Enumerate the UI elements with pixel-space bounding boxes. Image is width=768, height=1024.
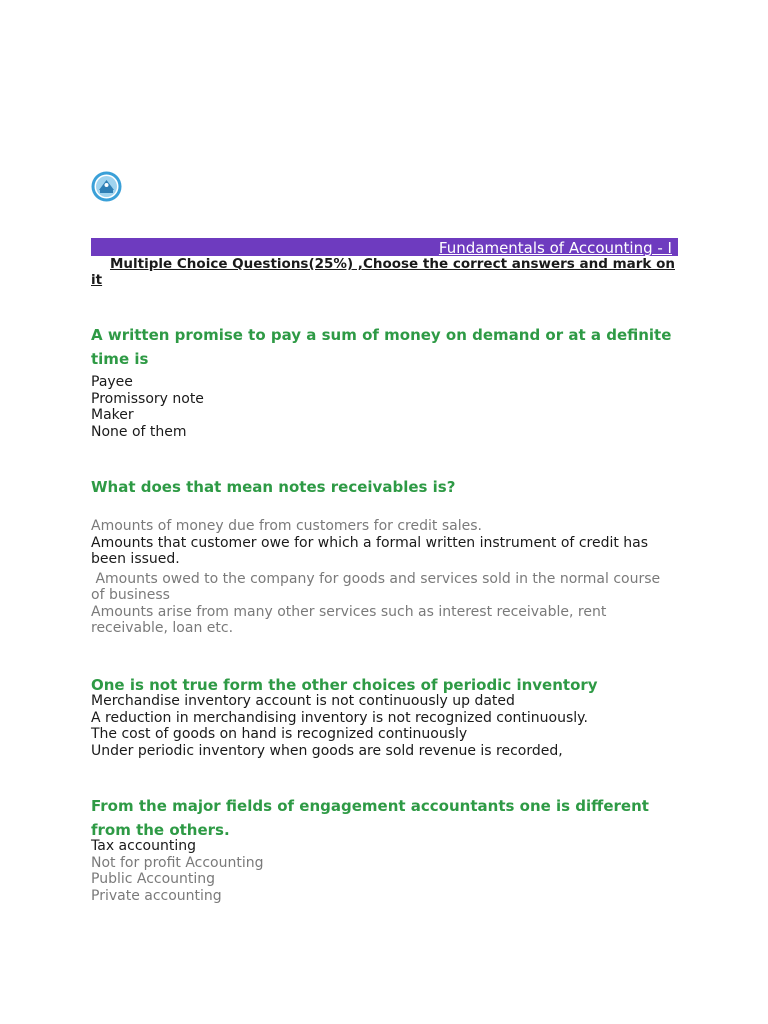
document-title-bar bbox=[91, 238, 678, 256]
question-4-options bbox=[91, 838, 678, 904]
question-4: From the major fields of engagement accountants one is different from the others. bbox=[91, 797, 649, 839]
question-2-options bbox=[91, 518, 678, 637]
question-1: A written promise to pay a sum of money on demand or at a definite time is bbox=[91, 326, 672, 368]
document-title: Fundamentals of Accounting - I bbox=[438, 239, 672, 257]
option-item: Payee bbox=[91, 374, 133, 390]
option-item: Promissory note bbox=[91, 390, 204, 407]
option-item: Amounts arise from many other services such as interest receivable, rent receivable, loan etc. bbox=[91, 603, 607, 636]
option-item: Merchandise inventory account is not continuously up dated bbox=[91, 693, 515, 709]
instructions-heading: Multiple Choice Questions(25%) ,Choose the correct answers and mark on it bbox=[91, 256, 675, 288]
question-1-options bbox=[91, 374, 678, 440]
option-item: Public Accounting bbox=[91, 871, 216, 887]
option-item: Tax accounting bbox=[91, 838, 196, 854]
option-item: Under periodic inventory when goods are sold revenue is recorded, bbox=[91, 742, 563, 759]
option-item: Not for profit Accounting bbox=[91, 854, 264, 871]
question-2: What does that mean notes receivables is? bbox=[91, 478, 456, 496]
option-item: None of them bbox=[91, 423, 187, 440]
option-item: Amounts of money due from customers for credit sales. bbox=[91, 518, 482, 534]
option-item: Amounts that customer owe for which a formal written instrument of credit has been issued. bbox=[91, 534, 649, 567]
option-item: Maker bbox=[91, 407, 134, 423]
option-item: Amounts owed to the company for goods and services sold in the normal course of business bbox=[91, 570, 665, 603]
question-3: One is not true form the other choices of periodic inventory bbox=[91, 676, 598, 694]
university-seal-logo bbox=[91, 171, 122, 202]
option-item: Private accounting bbox=[91, 887, 222, 904]
option-item: The cost of goods on hand is recognized continuously bbox=[91, 726, 468, 742]
question-3-options bbox=[91, 693, 678, 759]
option-item: A reduction in merchandising inventory is not recognized continuously. bbox=[91, 709, 588, 726]
